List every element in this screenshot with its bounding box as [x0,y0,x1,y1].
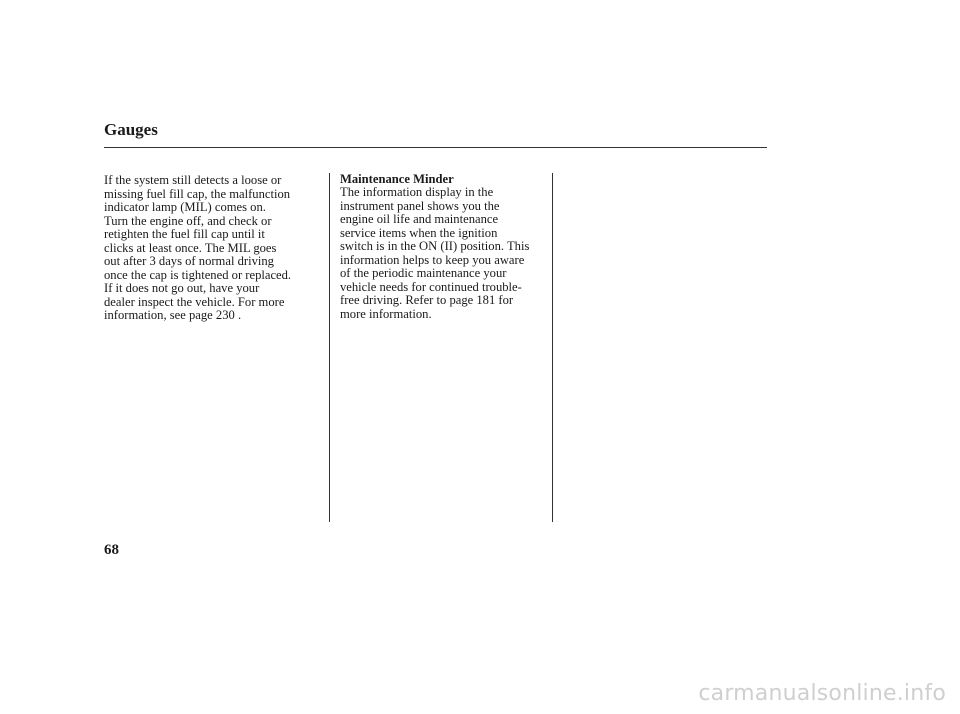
title-divider [104,147,767,148]
column-divider-right [552,173,553,522]
page-number: 68 [104,542,119,558]
maintenance-minder-heading: Maintenance Minder [340,172,454,186]
column-divider-left [329,173,330,522]
middle-column-text: The information display in the instrument panel shows you the engine oil life and maintenance service items when the ignition switch is in the ON (II) position. This information helps to keep you aware of the periodic maintenance your vehicle needs for continued trouble- free driving. Refer to page 181 for more information. [340,185,530,321]
left-column-text: If the system still detects a loose or missing fuel fill cap, the malfunction indicator lamp (MIL) comes on. Turn the engine off, and check or retighten the fuel fill cap until it clicks at least once. The MIL goes out after 3 days of normal driving once the cap is tightened or replaced. If it does not go out, have your dealer inspect the vehicle. For more information, see page 230 . [104,173,292,323]
watermark: carmanualsonline.info [698,681,946,706]
page-title: Gauges [104,120,158,139]
